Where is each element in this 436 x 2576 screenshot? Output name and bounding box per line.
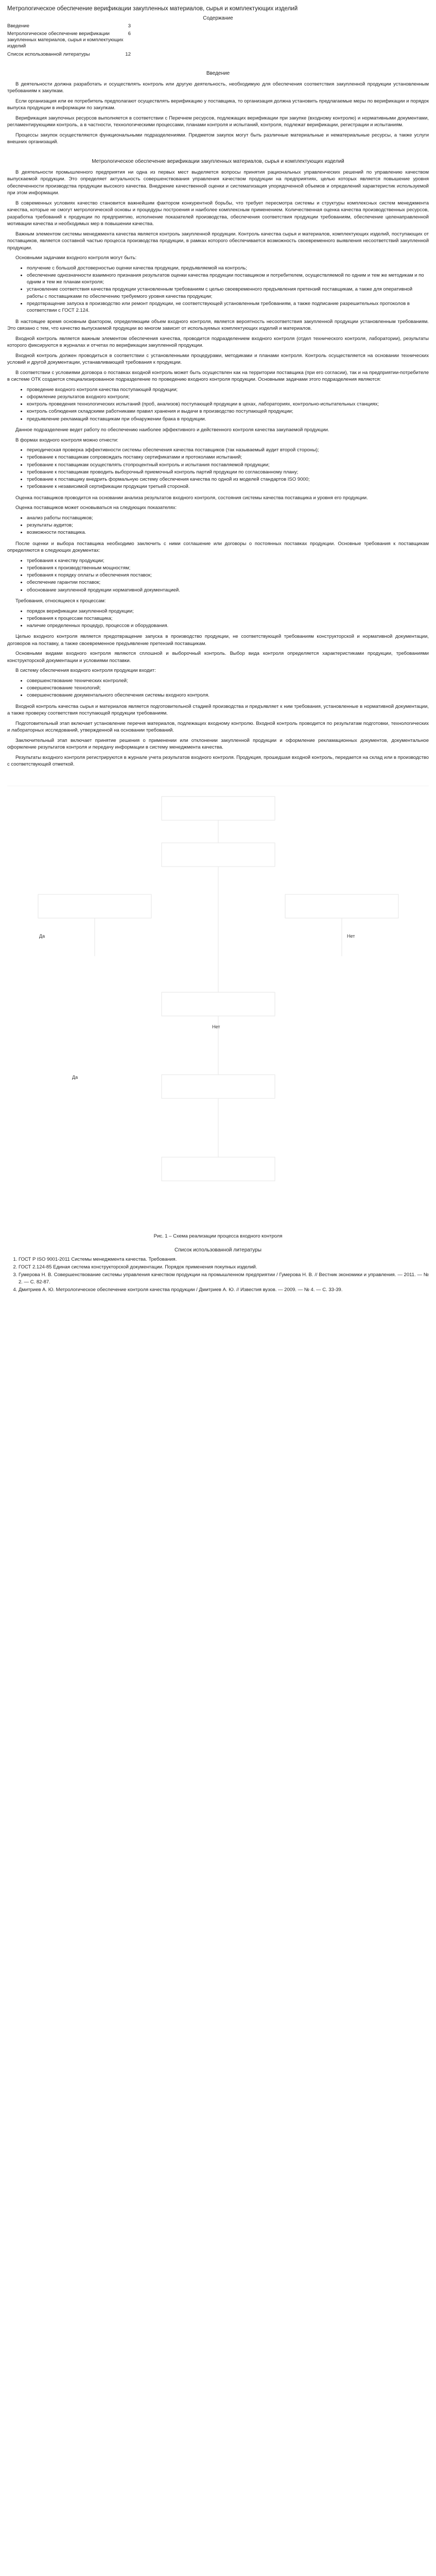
paragraph: Данное подразделение ведет работу по обеспечению наиболее эффективного и действенного контроля качества закупаемой продукции. [15,427,329,433]
list-item: • периодическая проверка эффективности системы обеспечения качества поставщиков (так называемый аудит второй стороны); [27,447,429,453]
toc-row [7,23,131,29]
document-title: Метрологическое обеспечение верификации закупленных материалов, сырья и комплектующих изделий [7,6,298,12]
paragraph: Оценка поставщиков может основываться на следующих показателях: [15,505,177,511]
paragraph: Входной контроль является важным элементом обеспечения качества, проводится подразделением входного контроля (отдел технического контроля, лаборатории), результаты которого фиксируются в журналах и отчетах по верификации закупленной продукции. [7,335,429,349]
paragraph: Подготовительный этап включает установление перечня материалов, подлежащих входному контролю. Входной контроль проводится по результатам подготовки, технологических и лабораторных исследований, утвержденной на основании требований. [7,720,429,734]
tasks-list [20,265,429,314]
list-item: • результаты аудитов; [27,522,429,529]
intro-title: Введение [206,70,230,76]
list-item: • наличие определенных процедур, процессов и оборудования. [27,622,429,629]
toc-label: Список использованной литературы [7,52,90,58]
flowchart-box [38,894,151,918]
paragraph: В деятельности должна разработать и осуществлять контроль или другую деятельность, необходимую для обеспечения соответствия закупленной продукции установленным требованиям к закупкам. [7,81,429,94]
list-item: • требования к качеству продукции; [27,557,429,564]
decision-no-label: Нет [212,1024,220,1029]
paragraph: Процессы закупок осуществляются функциональными подразделениями. Предметом закупок могут быть различные материальные и нематериальные ресурсы, а также услуги внешних организаций. [7,132,429,145]
paragraph: Целью входного контроля является предотвращение запуска в производство продукции, не соответствующей требованиям конструкторской и нормативной документации, договоров на поставку, а также своевременное предъявление претензий поставщикам. [7,634,429,647]
paragraph: В формах входного контроля можно отнести: [15,437,118,443]
flowchart-box [162,1157,275,1181]
list-item: • порядок верификации закупленной продукции; [27,608,429,615]
reference-item: 4. Дмитриев А. Ю. Метрологическое обеспечение контроля качества продукции / Дмитриев А. Ю. // Известия вузов. — 2009. — № 4. — С. 33-39. [19,1286,429,1293]
paragraph: Основными задачами входного контроля могут быть: [15,255,137,261]
list-item: • требования к производственным мощностям; [27,565,429,571]
toc-page: 6 [128,31,131,37]
list-item: • анализ работы поставщиков; [27,515,429,521]
paragraph: В систему обеспечения входного контроля продукции входит: [15,668,156,674]
system-items-list [20,677,429,699]
process-flowchart [7,786,429,1229]
list-item: • обеспечение гарантии поставок; [27,579,429,586]
toc-row [7,52,131,58]
reference-item: 2. ГОСТ 2.124-85 Единая система конструкторской документации. Порядок применения покупных изделий. [19,1264,429,1270]
paragraph: Требования, относящиеся к процессам: [15,598,106,604]
forms-list [20,447,429,490]
paragraph: Верификация закупочных ресурсов выполняется в соответствии с Перечнем ресурсов, подлежащих верификации при закупке (входному контролю) и нормативными документами, регламентирующими контроль, а в частности, технологическими процессами, планами контроля и испытаний, контроля, подлежат верификации, регистрации и испытаниям. [7,115,429,128]
list-item: • проведение входного контроля качества поступающей продукции; [27,386,429,393]
toc-page: 12 [125,52,131,58]
flowchart-box [162,1075,275,1098]
list-item: • требования к порядку оплаты и обеспечения поставок; [27,572,429,579]
list-item: • предъявление рекламаций поставщикам при обнаружении брака в продукции. [27,416,429,422]
list-item: • получение с большой достоверностью оценки качества продукции, предъявляемой на контроль; [27,265,429,272]
list-item: • предотвращение запуска в производство или ремонт продукции, не соответствующей установленным требованиям, а также подписание разрешительных протоколов в соответствии с ГОСТ 2.124. [27,300,429,314]
references-list [11,1256,429,1293]
paragraph: В соответствии с условиями договора о поставках входной контроль может быть осуществлен как на территории поставщика (при его согласии), так и на предприятии-потребителе в системе ОТК создается специализированное подразделение по проведению входного контроля продукции. Основными задачами этого подразделения являются: [7,369,429,383]
list-item: • обеспечение однозначности взаимного признания результатов оценки качества продукции поставщиком и потребителем, осуществляемой по одним и тем же методикам и по одним и тем же планам контроля; [27,272,429,286]
criteria-list [20,515,429,536]
list-item: • совершенствование технологий; [27,685,429,691]
flowchart-box [162,992,275,1016]
decision-no-label: Нет [347,933,355,939]
decision-yes-label: Да [72,1074,78,1080]
reference-item: 1. ГОСТ Р ISO 9001-2011 Системы менеджмента качества. Требования. [19,1256,429,1263]
reference-item: 3. Гумерова Н. В. Совершенствование системы управления качеством продукции на промышленном предприятии / Гумерова Н. В. // Вестник экономики и управления. — 2011. — № 2. — С. 82-87. [19,1272,429,1285]
main-section-title: Метрологическое обеспечение верификации закупленных материалов, сырья и комплектующих изделий [92,158,344,164]
list-item: • требование к поставщикам осуществлять стопроцентный контроль и испытания поставляемой продукции; [27,462,429,468]
tasks2-list [20,386,429,422]
list-item: • требование к поставщику внедрить формальную систему обеспечения качества по одной из моделей стандартов ISO 9000; [27,476,429,483]
table-of-contents [7,23,131,58]
list-item: • обоснование закупленной продукции нормативной документацией. [27,587,429,594]
paragraph: После оценки и выбора поставщика необходимо заключить с ними соглашение или договоры о постоянных поставках продукции. Основные требования к поставщикам определяются в следующих документах: [7,540,429,554]
list-item: • совершенствование документального обеспечения системы входного контроля. [27,692,429,699]
list-item: • оформление результатов входного контроля; [27,394,429,400]
toc-label: Введение [7,23,30,29]
toc-page: 3 [128,23,131,29]
list-item: • требование к независимой сертификации продукции третьей стороной. [27,483,429,490]
paragraph: Входной контроль качества сырья и материалов является подготовительной стадией производства и предъявляет к ним требования, установленные в нормативной документации, а также проверку соответствия поступающей продукции требованиям. [7,703,429,717]
toc-label: Метрологическое обеспечение верификации закупленных материалов, сырья и комплектующих изделий [7,31,124,49]
list-item: • требование к поставщикам сопровождать поставку сертификатами и протоколами испытаний; [27,454,429,461]
paragraph: Входной контроль должен проводиться в соответствии с установленными процедурами, методиками и планами контроля. Контроль осуществляется на основании технических условий и другой документации, устанавливающей требования к продукции. [7,352,429,366]
list-item: • требования к процессам поставщика; [27,615,429,622]
decision-yes-label: Да [39,933,45,939]
main-section [7,169,429,768]
supplier-reqs-list [20,557,429,594]
paragraph: Основными видами входного контроля являются сплошной и выборочный контроль. Выбор вида контроля определяется характеристиками продукции, требованиями конструкторской документации и условиями поставки. [7,651,429,664]
list-item: • требование к поставщикам проводить выборочный приемочный контроль партий продукции по согласованному плану; [27,469,429,476]
flowchart-box [162,796,275,820]
paragraph: Результаты входного контроля регистрируются в журнале учета результатов входного контроля. Продукция, прошедшая входной контроль, передается на склад или в производство с соответствующей отметкой. [7,754,429,768]
paragraph: Если организация или ее потребитель предполагают осуществлять верификацию у поставщика, то организация должна установить предлагаемые меры по верификации и порядок выпуска продукции в информации по закупкам. [7,98,429,111]
intro-section [7,81,429,146]
figure-caption: Рис. 1 – Схема реализации процесса входного контроля [153,1233,283,1239]
list-item: • контроль проведения технологических испытаний (проб, анализов) поступающей продукции в цехах, лабораториях, контрольно-испытательных станциях; [27,401,429,408]
list-item: • установление соответствия качества продукции установленным требованиям с целью своевременного предъявления претензий поставщикам, а также для оперативной работы с поставщиками по обеспечению требуемого уровня качества продукции; [27,286,429,300]
flowchart-canvas [7,786,429,1229]
paragraph: В деятельности промышленного предприятия ни одна из первых мест выделяется вопросы принятия рациональных управленческих решений по управлению качеством выпускаемой продукции. Это определяет актуальность совершенствования управления качеством продукции на предприятиях, целью которых является повышение уровня обеспеченности производства продукции высокого качества. Внедрение качественной оценки и систематизация упорядоченной объемов и определений характеристик используемой при этом информации. [7,169,429,196]
list-item: • контроль соблюдения складскими работниками правил хранения и выдачи в производство поступающей продукции; [27,408,429,415]
paragraph: В настоящее время основным фактором, определяющим объем входного контроля, является вероятность несоответствия закупленной продукции установленным требованиям. Это связано с тем, что качество выпускаемой продукции во многом зависит от используемых комплектующих изделий и материалов. [7,318,429,332]
list-item: • возможности поставщика. [27,529,429,536]
toc-row [7,31,131,49]
process-reqs-list [20,608,429,630]
toc-header: Содержание [203,15,233,21]
references-title: Список использованной литературы [175,1247,261,1253]
paragraph: Заключительный этап включает принятие решения о применении или отклонении закупленной продукции и оформление рекламационных документов, документальное оформление результатов контроля и передачу информации в систему менеджмента качества. [7,737,429,751]
flowchart-box [285,894,398,918]
paragraph: Оценка поставщиков проводится на основании анализа результатов входного контроля, состояния системы качества поставщика и уровня его продукции. [15,495,368,501]
list-item: • совершенствование технических контролей; [27,677,429,684]
paragraph: Важным элементом системы менеджмента качества является контроль закупленной продукции. Контроль качества сырья и материалов, комплектующих изделий, поступающих от поставщиков, является составной частью процесса производства продукции, в рамках которого обеспечивается возможность своевременного выявления несоответствий закупленной продукции. [7,231,429,251]
flowchart-box [162,843,275,867]
paragraph: В современных условиях качество становится важнейшим фактором конкурентной борьбы, что требует пересмотра системы и структуры комплексных систем менеджмента качества, которые не смогут метрологической основы и процедуры построения и наиболее комплексным применением. Количественная оценка качества производственных ресурсов, разработка требований к продукции по предприятию, исполнение показателей производства, обеспечения соответствия продукции требованиям, обеспечение целенаправленной мотивации качества и необходимых мер в повышении качества. [7,200,429,227]
